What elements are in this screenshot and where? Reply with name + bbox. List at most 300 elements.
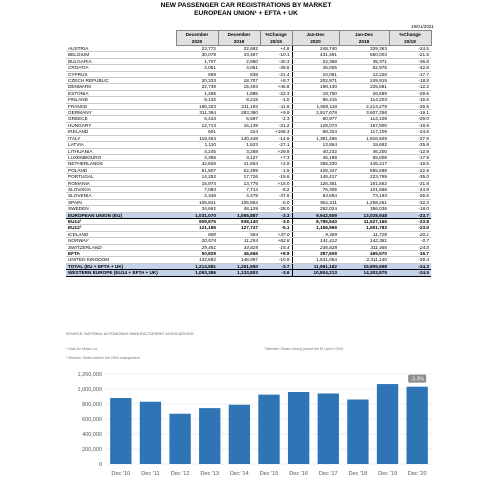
row-cell: 141,412 xyxy=(292,238,339,244)
row-cell: 3,355 xyxy=(176,154,218,160)
row-cell: -19.5 xyxy=(389,161,431,167)
row-cell: 121,195 xyxy=(176,225,218,231)
row-cell: -15.6 xyxy=(389,97,431,103)
row-cell: -1.0 xyxy=(260,97,292,103)
bar-1 xyxy=(140,402,161,464)
row-label: BULGARIA xyxy=(66,58,176,64)
row-cell: 249,915 xyxy=(339,78,389,84)
row-cell: 4,479 xyxy=(218,193,260,199)
footnote-1: ¹ Data for Malta n.a. xyxy=(66,347,98,351)
row-cell: 50,829 xyxy=(176,251,218,257)
row-label: FRANCE xyxy=(66,103,176,109)
row-cell: 11,728 xyxy=(339,231,389,237)
row-cell: 142,381 xyxy=(339,238,389,244)
row-cell: 88,324 xyxy=(292,129,339,135)
footnote-3: ³ Member States having joined the EU since 2004 xyxy=(264,347,344,351)
row-cell: -15.4 xyxy=(260,244,292,250)
row-cell: -36.8 xyxy=(389,58,431,64)
row-cell: 292,024 xyxy=(292,206,339,212)
row-cell: -22.9 xyxy=(389,167,431,173)
row-label: SWITZERLAND xyxy=(66,244,176,250)
row-cell: 13,864 xyxy=(292,142,339,148)
row-cell: 126,351 xyxy=(292,180,339,186)
row-cell: -10.1 xyxy=(260,52,292,58)
row-label: EUROPEAN UNION (EU) xyxy=(66,212,176,218)
row-cell: 838 xyxy=(218,71,260,77)
row-cell: 62,975 xyxy=(339,65,389,71)
row-cell: 1,381,496 xyxy=(292,135,339,141)
row-label: NETHERLANDS xyxy=(66,161,176,167)
row-cell: 329,363 xyxy=(339,46,389,52)
row-cell: +9.9 xyxy=(260,110,292,116)
row-cell: 1,631,064 xyxy=(292,257,339,263)
table-row xyxy=(66,212,431,218)
x-tick-label: Dec '13 xyxy=(200,471,220,477)
row-cell: -47.6 xyxy=(260,193,292,199)
row-cell: 248,740 xyxy=(292,46,339,52)
y-tick-label: 600,000 xyxy=(82,417,102,423)
row-cell: 10,804,213 xyxy=(292,270,339,276)
row-cell: 96,415 xyxy=(292,97,339,103)
row-label: BELGIUM xyxy=(66,52,176,58)
row-label: ESTONIA xyxy=(66,90,176,96)
row-cell: 11,254 xyxy=(218,238,260,244)
header-change-dec: %Change 20/19 xyxy=(260,31,292,46)
row-cell: 15,493 xyxy=(218,84,260,90)
row-cell: -21.5 xyxy=(389,52,431,58)
row-cell: 6,443 xyxy=(176,116,218,122)
row-cell: 2,214,279 xyxy=(339,103,389,109)
registrations-bar-chart xyxy=(60,368,440,478)
row-cell: 387,609 xyxy=(292,251,339,257)
row-label: SWEDEN xyxy=(66,206,176,212)
row-cell: 1,707 xyxy=(176,58,218,64)
row-cell: 42,829 xyxy=(176,161,218,167)
row-cell: -21.4 xyxy=(260,71,292,77)
row-cell: 105,841 xyxy=(176,199,218,205)
row-cell: 1,258,251 xyxy=(339,199,389,205)
row-cell: 1,065,887 xyxy=(218,212,260,218)
row-cell: 445,217 xyxy=(339,161,389,167)
row-cell: 148,997 xyxy=(218,257,260,263)
header-jan-dec-2020: Jan-Dec 2020 xyxy=(292,31,339,46)
bar-9 xyxy=(377,384,398,464)
row-cell: 105,854 xyxy=(218,199,260,205)
row-cell: -27.9 xyxy=(389,135,431,141)
row-cell: 15,974 xyxy=(176,180,218,186)
row-cell: 1,886 xyxy=(218,90,260,96)
row-cell: 1,261,550 xyxy=(218,263,260,269)
row-label: WESTERN EUROPE (EU14 + EFTA + UK) xyxy=(66,270,176,276)
row-label: LITHUANIA xyxy=(66,148,176,154)
row-cell: -24.5 xyxy=(389,270,431,276)
row-label: DENMARK xyxy=(66,84,176,90)
row-cell: 101,568 xyxy=(339,186,389,192)
row-label: CROATIA xyxy=(66,65,176,71)
row-cell: 12,220 xyxy=(339,71,389,77)
bar-4 xyxy=(229,405,250,464)
row-cell: 938,140 xyxy=(218,218,260,224)
row-cell: 9,942,509 xyxy=(292,212,339,218)
change-annotation: -3.3% xyxy=(410,376,424,383)
report-date: 19/01/2021 xyxy=(411,24,434,29)
row-cell: +2.9 xyxy=(260,161,292,167)
row-cell: 1,133,803 xyxy=(218,270,260,276)
row-cell: 23,772 xyxy=(176,46,218,52)
row-label: PORTUGAL xyxy=(66,174,176,180)
row-cell: 224 xyxy=(218,129,260,135)
x-tick-label: Dec '18 xyxy=(348,471,368,477)
row-cell: 157,900 xyxy=(339,122,389,128)
row-cell: 223,799 xyxy=(339,174,389,180)
row-cell: 2,917,678 xyxy=(292,110,339,116)
row-label: SPAIN xyxy=(66,199,176,205)
row-label: POLAND xyxy=(66,167,176,173)
row-cell: 211,194 xyxy=(218,103,260,109)
header-dec-2019: December 2019 xyxy=(218,31,260,46)
row-cell: 53,694 xyxy=(292,193,339,199)
row-cell: 6,597 xyxy=(218,116,260,122)
row-cell: -29.0 xyxy=(389,116,431,122)
x-tick-label: Dec '12 xyxy=(170,471,190,477)
row-cell: 1,916,949 xyxy=(339,135,389,141)
row-cell: -20.1 xyxy=(389,231,431,237)
row-cell: 584 xyxy=(218,231,260,237)
row-cell: 2,051 xyxy=(176,65,218,71)
row-cell: -3.0 xyxy=(260,218,292,224)
row-cell: -16.7 xyxy=(389,251,431,257)
row-cell: +29.9 xyxy=(260,148,292,154)
row-cell: 34,662 xyxy=(176,206,218,212)
row-cell: -12.2 xyxy=(389,84,431,90)
row-cell: 14,252 xyxy=(176,174,218,180)
row-label: CZECH REPUBLIC xyxy=(66,78,176,84)
footnote-2: ² Member States before the 2004 enlargement xyxy=(66,356,140,360)
x-tick-label: Dec '19 xyxy=(378,471,397,477)
row-label: EFTA xyxy=(66,251,176,257)
row-cell: -3.3 xyxy=(260,212,292,218)
row-cell: 3,607,258 xyxy=(339,110,389,116)
row-cell: -25.8 xyxy=(389,142,431,148)
row-cell: 601 xyxy=(176,129,218,135)
row-label: GERMANY xyxy=(66,110,176,116)
row-cell: 17,726 xyxy=(218,174,260,180)
row-cell: 114,109 xyxy=(339,116,389,122)
title-line-1: NEW PASSENGER CAR REGISTRATIONS BY MARKET xyxy=(160,2,332,9)
row-cell: 76,305 xyxy=(292,186,339,192)
row-cell: 1,031,070 xyxy=(176,212,218,218)
row-cell: -25.5 xyxy=(389,103,431,109)
report-title xyxy=(0,2,492,18)
row-label: LUXEMBOURG xyxy=(66,154,176,160)
row-cell: 9,369 xyxy=(292,231,339,237)
row-cell: 909,875 xyxy=(176,218,218,224)
row-cell: -24.6 xyxy=(389,129,431,135)
bar-3 xyxy=(199,408,220,464)
row-cell: -21.8 xyxy=(389,180,431,186)
row-cell: -1.9 xyxy=(260,167,292,173)
row-cell: 236,828 xyxy=(292,244,339,250)
row-cell: 428,347 xyxy=(292,167,339,173)
row-cell: 22,739 xyxy=(176,84,218,90)
row-cell: -0.7 xyxy=(389,238,431,244)
row-cell: 3,127 xyxy=(218,154,260,160)
row-cell: 15,805,658 xyxy=(339,263,389,269)
row-cell: -11.8 xyxy=(260,103,292,109)
row-label: GREECE xyxy=(66,116,176,122)
bar-0 xyxy=(110,398,131,464)
header-jan-dec-2019: Jan-Dec 2019 xyxy=(339,31,389,46)
row-cell: 186,323 xyxy=(176,103,218,109)
x-tick-label: Dec '10 xyxy=(111,471,131,477)
row-cell: 35,371 xyxy=(339,58,389,64)
row-cell: 851,211 xyxy=(292,199,339,205)
row-cell: 7,714 xyxy=(218,186,260,192)
row-cell: -40.3 xyxy=(260,58,292,64)
row-cell: 132,682 xyxy=(176,257,218,263)
row-cell: 20,333 xyxy=(176,78,218,84)
table-row xyxy=(66,270,431,276)
row-cell: -24.3 xyxy=(389,263,431,269)
row-cell: 2,860 xyxy=(218,58,260,64)
row-cell: -5.1 xyxy=(260,225,292,231)
row-cell: -17.7 xyxy=(389,71,431,77)
row-label: EU12³ xyxy=(66,225,176,231)
row-cell: 225,581 xyxy=(339,84,389,90)
row-cell: 4,061 xyxy=(218,65,260,71)
row-cell: -23.8 xyxy=(389,218,431,224)
bar-8 xyxy=(347,400,368,465)
row-cell: 140,448 xyxy=(218,135,260,141)
row-cell: 52,499 xyxy=(218,167,260,173)
row-cell: 11,527,165 xyxy=(339,218,389,224)
row-cell: 550,003 xyxy=(339,52,389,58)
row-cell: 12,713 xyxy=(176,122,218,128)
row-cell: 46,666 xyxy=(218,251,260,257)
row-cell: -0.0 xyxy=(260,199,292,205)
x-tick-label: Dec '16 xyxy=(289,471,309,477)
row-cell: -29.4 xyxy=(389,257,431,263)
row-cell: 119,454 xyxy=(176,135,218,141)
row-cell: 55,008 xyxy=(339,154,389,160)
row-label: IRELAND xyxy=(66,129,176,135)
row-cell: 114,203 xyxy=(339,97,389,103)
row-cell: -8.2 xyxy=(260,186,292,192)
y-tick-label: 1,200,000 xyxy=(77,372,102,378)
row-cell: +4.8 xyxy=(260,46,292,52)
row-cell: 431,491 xyxy=(292,52,339,58)
row-cell: 358,330 xyxy=(292,161,339,167)
row-cell: 18,707 xyxy=(218,78,260,84)
row-cell: 18,750 xyxy=(292,90,339,96)
row-cell: 20,574 xyxy=(176,238,218,244)
table-row xyxy=(66,263,431,269)
row-cell: 1,093,386 xyxy=(176,270,218,276)
row-cell: +46.8 xyxy=(260,84,292,90)
row-cell: -23.7 xyxy=(389,212,431,218)
row-cell: -21.2 xyxy=(260,122,292,128)
row-cell: +8.7 xyxy=(260,78,292,84)
row-cell: -10.9 xyxy=(260,257,292,263)
y-tick-label: 400,000 xyxy=(82,432,102,438)
row-cell: 311,466 xyxy=(339,244,389,250)
row-cell: 80,977 xyxy=(292,116,339,122)
row-cell: -19.6 xyxy=(260,174,292,180)
row-cell: 8,132 xyxy=(176,97,218,103)
x-tick-label: Dec '17 xyxy=(318,471,338,477)
row-cell: 18,692 xyxy=(339,142,389,148)
row-cell: 22,682 xyxy=(218,46,260,52)
row-cell: 1,214,581 xyxy=(176,263,218,269)
row-cell: -24.9 xyxy=(389,186,431,192)
row-cell: 311,394 xyxy=(176,110,218,116)
row-label: AUSTRIA xyxy=(66,46,176,52)
row-label: CYPRUS xyxy=(66,71,176,77)
bar-6 xyxy=(288,392,309,464)
y-tick-label: 0 xyxy=(98,462,102,468)
row-cell: 1,465 xyxy=(176,90,218,96)
row-cell: 30,078 xyxy=(176,52,218,58)
row-label: TOTAL (EU + EFTA + UK) xyxy=(66,263,176,269)
row-cell: +168.3 xyxy=(260,129,292,135)
row-cell: 34,825 xyxy=(218,244,260,250)
row-cell: 26,589 xyxy=(339,90,389,96)
row-label: EU14² xyxy=(66,218,176,224)
row-cell: -18.8 xyxy=(389,78,431,84)
row-cell: 3,268 xyxy=(218,148,260,154)
x-tick-label: Dec '15 xyxy=(259,471,279,477)
row-cell: 46,200 xyxy=(339,148,389,154)
row-label: NORWAY xyxy=(66,238,176,244)
row-cell: -2.3 xyxy=(260,116,292,122)
registrations-table xyxy=(66,30,432,277)
row-cell: 13,028,948 xyxy=(339,212,389,218)
source-note: SOURCE: NATIONAL AUTOMOBILE MANUFACTURERS' ASSOCIATIONS xyxy=(66,332,194,336)
row-cell: -22.3 xyxy=(260,90,292,96)
x-tick-label: Dec '20 xyxy=(407,471,427,477)
row-label: SLOVAKIA xyxy=(66,186,176,192)
row-cell: -3.6 xyxy=(260,270,292,276)
bar-10 xyxy=(407,387,428,464)
row-cell: 1,110 xyxy=(176,142,218,148)
row-cell: -32.3 xyxy=(389,199,431,205)
row-cell: 1,501,783 xyxy=(339,225,389,231)
header-change-ytd: %Change 20/19 xyxy=(389,31,431,46)
row-cell: 16,139 xyxy=(218,122,260,128)
row-label: SLOVENIA xyxy=(66,193,176,199)
bar-2 xyxy=(169,414,190,464)
row-cell: +82.8 xyxy=(260,238,292,244)
row-cell: 8,215 xyxy=(218,97,260,103)
row-cell: +16.0 xyxy=(260,180,292,186)
row-cell: -24.0 xyxy=(389,244,431,250)
row-cell: -26.6 xyxy=(389,193,431,199)
row-cell: 356,036 xyxy=(339,206,389,212)
row-cell: 73,193 xyxy=(339,193,389,199)
row-cell: 14,303,875 xyxy=(339,270,389,276)
row-cell: 33,467 xyxy=(218,52,260,58)
row-cell: -35.0 xyxy=(389,174,431,180)
row-cell: 4,245 xyxy=(176,148,218,154)
row-cell: -18.9 xyxy=(389,122,431,128)
row-cell: -17.9 xyxy=(389,154,431,160)
row-cell: 48,129 xyxy=(218,206,260,212)
row-cell: 127,747 xyxy=(218,225,260,231)
row-cell: -42.8 xyxy=(389,65,431,71)
row-cell: 465,570 xyxy=(339,251,389,257)
row-cell: 800 xyxy=(176,231,218,237)
x-tick-label: Dec '14 xyxy=(229,471,249,477)
row-cell: 8,785,540 xyxy=(292,218,339,224)
row-cell: 202,971 xyxy=(292,78,339,84)
row-cell: -28.0 xyxy=(260,206,292,212)
row-cell: 29,451 xyxy=(176,244,218,250)
row-cell: 555,598 xyxy=(339,167,389,173)
row-cell: -18.0 xyxy=(389,206,431,212)
row-cell: 51,507 xyxy=(176,167,218,173)
header-blank xyxy=(66,31,176,46)
row-cell: 117,109 xyxy=(339,129,389,135)
row-cell: 283,380 xyxy=(218,110,260,116)
row-label: LATVIA xyxy=(66,142,176,148)
row-cell: 13,775 xyxy=(218,180,260,186)
row-cell: 1,650,118 xyxy=(292,103,339,109)
row-cell: 145,417 xyxy=(292,174,339,180)
row-cell: 36,005 xyxy=(292,65,339,71)
row-cell: 10,061 xyxy=(292,71,339,77)
row-label: ITALY xyxy=(66,135,176,141)
row-cell: 11,961,182 xyxy=(292,263,339,269)
row-cell: 1,523 xyxy=(218,142,260,148)
row-cell: 45,189 xyxy=(292,154,339,160)
row-cell: -19.1 xyxy=(389,110,431,116)
row-cell: -49.5 xyxy=(260,65,292,71)
y-tick-label: 800,000 xyxy=(82,402,102,408)
table-header-row xyxy=(66,31,431,46)
row-cell: 2,348 xyxy=(176,193,218,199)
row-cell: -24.5 xyxy=(389,46,431,52)
row-cell: 41,604 xyxy=(218,161,260,167)
row-cell: 128,073 xyxy=(292,122,339,128)
x-tick-label: Dec '11 xyxy=(141,471,160,477)
bar-7 xyxy=(318,394,339,465)
row-label: HUNGARY xyxy=(66,122,176,128)
row-cell: 198,130 xyxy=(292,84,339,90)
y-tick-label: 200,000 xyxy=(82,447,102,453)
row-label: FINLAND xyxy=(66,97,176,103)
row-cell: +7.3 xyxy=(260,154,292,160)
row-cell: +37.0 xyxy=(260,231,292,237)
row-cell: 40,232 xyxy=(292,148,339,154)
row-cell: -27.1 xyxy=(260,142,292,148)
row-cell: -14.9 xyxy=(260,135,292,141)
row-cell: 161,562 xyxy=(339,180,389,186)
bar-5 xyxy=(258,395,279,464)
row-cell: 1,156,969 xyxy=(292,225,339,231)
row-cell: -3.7 xyxy=(260,263,292,269)
row-label: ROMANIA xyxy=(66,180,176,186)
row-cell: 22,368 xyxy=(292,58,339,64)
row-label: UNITED KINGDOM xyxy=(66,257,176,263)
row-cell: -29.5 xyxy=(389,90,431,96)
row-cell: -12.9 xyxy=(389,148,431,154)
row-cell: -23.0 xyxy=(389,225,431,231)
row-cell: 7,083 xyxy=(176,186,218,192)
row-cell: +8.9 xyxy=(260,251,292,257)
row-cell: 2,311,140 xyxy=(339,257,389,263)
title-line-2: EUROPEAN UNION¹ + EFTA + UK xyxy=(194,10,298,17)
row-cell: 659 xyxy=(176,71,218,77)
